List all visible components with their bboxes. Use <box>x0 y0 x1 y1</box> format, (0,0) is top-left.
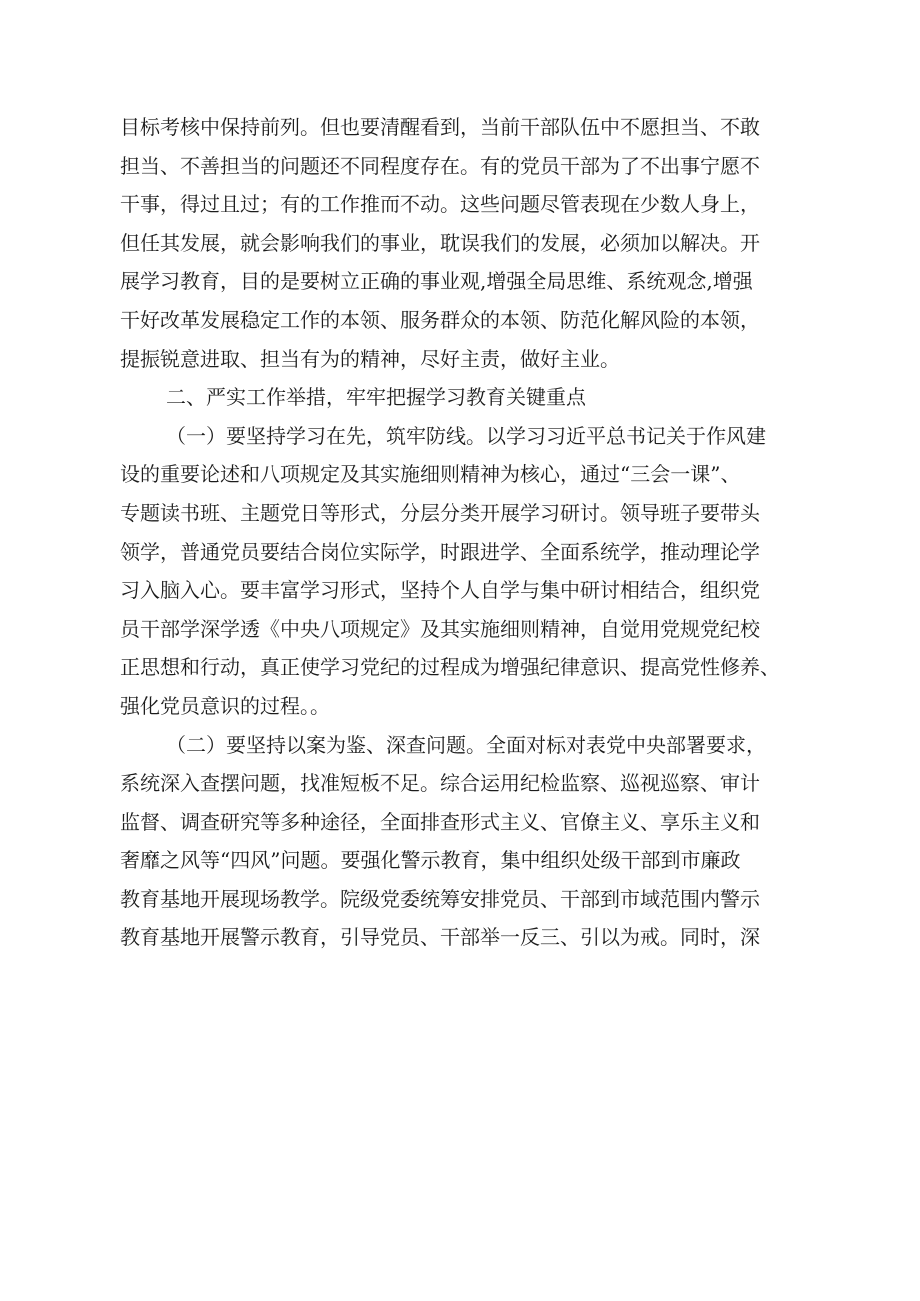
body-line: 系统深入查摆问题，找准短板不足。综合运用纪检监察、巡视巡察、审计 <box>120 771 760 796</box>
body-line: 目标考核中保持前列。但也要清醒看到，当前干部队伍中不愿担当、不敢 <box>120 115 760 139</box>
body-line: 习入脑入心。要丰富学习形式，坚持个人自学与集中研讨相结合，组织党 <box>120 578 760 603</box>
section-heading: 二、严实工作举措，牢牢把握学习教育关键重点 <box>166 385 586 410</box>
body-line: 强化党员意识的过程。。 <box>120 693 330 718</box>
body-line: 监督、调查研究等多种途径，全面排查形式主义、官僚主义、享乐主义和 <box>120 809 760 834</box>
body-line: 担当、不善担当的问题还不同程度存在。有的党员干部为了不出事宁愿不 <box>120 153 760 178</box>
body-line: 奢靡之风等“四风”问题。要强化警示教育，集中组织处级干部到市廉政 <box>120 848 741 873</box>
body-line: 专题读书班、主题党日等形式，分层分类开展学习研讨。领导班子要带头 <box>120 500 760 525</box>
body-line: 但任其发展，就会影响我们的事业，耽误我们的发展，必须加以解决。开 <box>120 230 760 255</box>
body-line: 提振锐意进取、担当有为的精神，尽好主责，做好主业。 <box>120 346 620 371</box>
body-line: 干事，得过且过；有的工作推而不动。这些问题尽管表现在少数人身上， <box>120 192 760 217</box>
body-line: 教育基地开展警示教育，引导党员、干部举一反三、引以为戒。同时，深 <box>120 925 760 950</box>
body-line: 设的重要论述和八项规定及其实施细则精神为核心，通过“三会一课”、 <box>120 462 741 487</box>
body-line: 展学习教育，目的是要树立正确的事业观,增强全局思维、系统观念,增强 <box>120 269 753 294</box>
paragraph-first-line: （二）要坚持以案为鉴、深查问题。全面对标对表党中央部署要求， <box>166 732 766 757</box>
paragraph-first-line: （一）要坚持学习在先，筑牢防线。以学习习近平总书记关于作风建 <box>166 423 766 448</box>
document-body <box>120 108 810 957</box>
body-line: 教育基地开展现场教学。院级党委统筹安排党员、干部到市域范围内警示 <box>120 886 760 911</box>
body-line: 正思想和行动，真正使学习党纪的过程成为增强纪律意识、提高党性修养、 <box>120 655 780 680</box>
body-line: 员干部学深学透《中央八项规定》及其实施细则精神，自觉用党规党纪校 <box>120 616 760 641</box>
body-line: 领学，普通党员要结合岗位实际学，时跟进学、全面系统学，推动理论学 <box>120 539 760 564</box>
body-line: 干好改革发展稳定工作的本领、服务群众的本领、防范化解风险的本领， <box>120 307 760 332</box>
